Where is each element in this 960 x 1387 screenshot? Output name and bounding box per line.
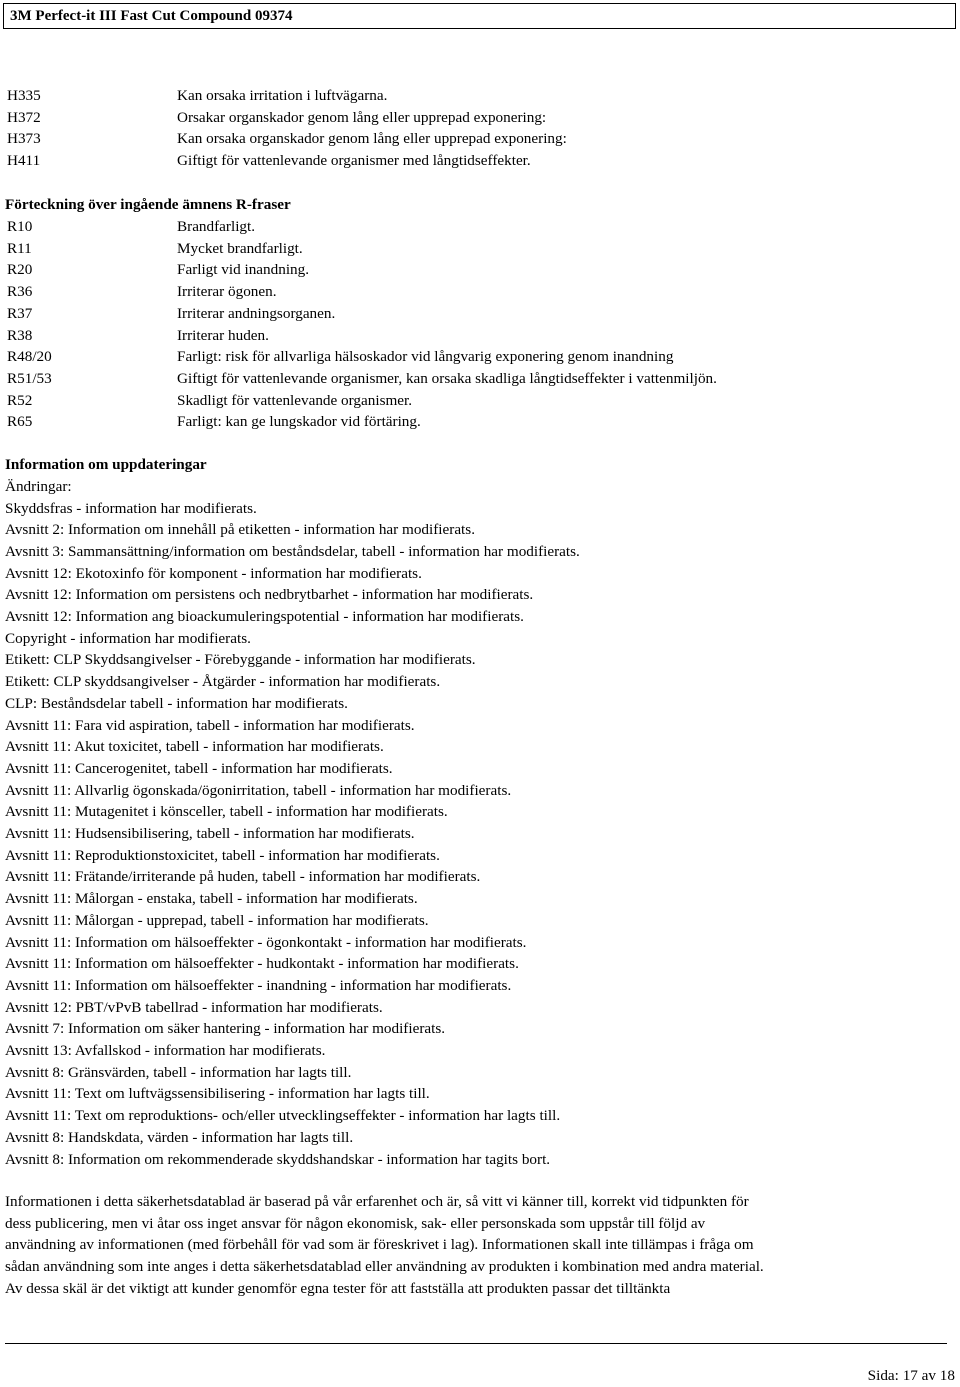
r-phrase-text: Mycket brandfarligt. [177, 239, 303, 257]
r-phrase-code: R51/53 [7, 369, 52, 387]
h-phrase-code: H373 [7, 130, 41, 148]
r-phrase-code: R10 [7, 218, 33, 235]
update-line: Avsnitt 11: Målorgan - enstaka, tabell - information har modifierats. [5, 890, 418, 908]
h-phrase-row [7, 150, 531, 172]
r-phrase-row [7, 216, 255, 238]
update-line: Avsnitt 8: Information om rekommenderade skyddshandskar - information har tagits bort. [5, 1150, 551, 1168]
update-line: Avsnitt 11: Hudsensibilisering, tabell - information har modifierats. [5, 825, 415, 842]
h-phrase-row [7, 128, 567, 150]
r-phrase-code: R52 [7, 391, 33, 409]
update-line: Avsnitt 2: Information om innehåll på etiketten - information har modifierats. [5, 521, 475, 539]
update-line: Avsnitt 11: Information om hälsoeffekter - ögonkontakt - information har modifierats. [5, 933, 527, 951]
document-title: 3M Perfect-it III Fast Cut Compound 09374 [10, 8, 293, 24]
r-phrase-row [7, 325, 269, 347]
update-line: Skyddsfras - information har modifierats. [5, 499, 257, 517]
disclaimer-line: dess publicering, men vi åtar oss inget ansvar för någon ekonomisk, sak- eller personskada som uppstår till följd av [5, 1214, 706, 1232]
disclaimer-line: användning av informationen (med förbehåll för vad som är föreskrivet i lag). Informationen skall inte tillämpas i fråga om [5, 1236, 754, 1254]
update-line: Etikett: CLP skyddsangivelser - Åtgärder - information har modifierats. [5, 673, 441, 691]
r-phrase-row [7, 303, 335, 325]
update-line: Avsnitt 12: Information ang bioackumuleringspotential - information har modifierats. [5, 608, 524, 625]
update-line: Avsnitt 11: Fara vid aspiration, tabell - information har modifierats. [5, 716, 415, 734]
r-phrase-row [7, 281, 277, 303]
h-phrase-code: H335 [7, 87, 41, 104]
r-phrase-text: Brandfarligt. [177, 218, 256, 235]
h-phrase-text: Kan orsaka organskador genom lång eller upprepad exponering: [177, 130, 567, 148]
update-line: Avsnitt 11: Cancerogenitet, tabell - information har modifierats. [5, 759, 393, 777]
h-phrase-row [7, 85, 387, 107]
r-phrase-code: R37 [7, 304, 33, 322]
r-phrase-text: Irriterar andningsorganen. [177, 304, 336, 322]
update-line: Avsnitt 13: Avfallskod - information har modifierats. [5, 1042, 326, 1059]
r-phrase-row [7, 238, 303, 260]
update-line: Avsnitt 11: Information om hälsoeffekter - hudkontakt - information har modifierats. [5, 955, 519, 973]
update-line: Avsnitt 11: Information om hälsoeffekter - inandning - information har modifierats. [5, 976, 512, 994]
update-line: Avsnitt 7: Information om säker hantering - information har modifierats. [5, 1020, 446, 1038]
update-line: Avsnitt 11: Frätande/irriterande på huden, tabell - information har modifierats. [5, 868, 481, 886]
r-phrase-text: Irriterar ögonen. [177, 283, 277, 301]
r-phrase-text: Farligt: kan ge lungskador vid förtäring. [177, 413, 421, 431]
r-phrase-code: R65 [7, 413, 33, 431]
update-line: Avsnitt 11: Allvarlig ögonskada/ögonirritation, tabell - information har modifierats. [5, 781, 512, 799]
r-phrase-code: R38 [7, 326, 33, 344]
update-line: Avsnitt 8: Gränsvärden, tabell - information har lagts till. [5, 1063, 352, 1081]
r-phrase-row [7, 259, 309, 281]
h-phrase-code: H372 [7, 108, 41, 126]
update-line: Avsnitt 12: Information om persistens och nedbrytbarhet - information har modifierats. [5, 586, 534, 604]
r-phrases-heading: Förteckning över ingående ämnens R-fraser [5, 196, 291, 213]
r-phrase-text: Farligt vid inandning. [177, 261, 310, 279]
update-line: Avsnitt 11: Mutagenitet i könsceller, tabell - information har modifierats. [5, 803, 448, 821]
document-header [3, 3, 956, 29]
updates-subheading: Ändringar: [5, 478, 72, 495]
r-phrase-row [7, 411, 421, 433]
update-line: Avsnitt 11: Reproduktionstoxicitet, tabell - information har modifierats. [5, 846, 440, 864]
h-phrase-text: Giftigt för vattenlevande organismer med långtidseffekter. [177, 152, 531, 170]
update-line: Avsnitt 11: Text om luftvägssensibilisering - information har lagts till. [5, 1085, 430, 1103]
disclaimer-line: sådan användning som inte anges i detta säkerhetsdatablad eller användning av produkten i kombination med andra material. [5, 1258, 764, 1276]
update-line: Avsnitt 12: Ekotoxinfo för komponent - information har modifierats. [5, 564, 422, 582]
r-phrase-text: Farligt: risk för allvarliga hälsoskador vid långvarig exponering genom inandning [177, 348, 674, 366]
footer-divider [5, 1343, 947, 1344]
update-line: Copyright - information har modifierats. [5, 629, 251, 647]
r-phrase-code: R48/20 [7, 348, 52, 366]
r-phrase-code: R11 [7, 239, 32, 257]
r-phrase-text: Giftigt för vattenlevande organismer, kan orsaka skadliga långtidseffekter i vattenmiljön. [177, 369, 717, 387]
updates-heading: Information om uppdateringar [5, 456, 207, 473]
update-line: Avsnitt 11: Text om reproduktions- och/eller utvecklingseffekter - information har lagts till. [5, 1107, 561, 1125]
h-phrase-row [7, 107, 546, 129]
update-line: Avsnitt 11: Målorgan - upprepad, tabell - information har modifierats. [5, 911, 429, 929]
r-phrase-row [7, 368, 717, 390]
h-phrase-text: Kan orsaka irritation i luftvägarna. [177, 87, 388, 104]
r-phrase-row [7, 346, 673, 368]
r-phrase-text: Irriterar huden. [177, 326, 269, 344]
update-line: Avsnitt 12: PBT/vPvB tabellrad - information har modifierats. [5, 998, 383, 1016]
disclaimer-paragraph [5, 1191, 955, 1300]
disclaimer-line: Av dessa skäl är det viktigt att kunder genomför egna tester för att fastställa att produkten passar det tilltänkta [5, 1279, 671, 1297]
h-phrase-text: Orsakar organskador genom lång eller upprepad exponering: [177, 108, 547, 126]
h-phrase-code: H411 [7, 152, 41, 170]
r-phrase-code: R20 [7, 261, 33, 279]
update-line: Etikett: CLP Skyddsangivelser - Förebyggande - information har modifierats. [5, 651, 476, 669]
r-phrase-text: Skadligt för vattenlevande organismer. [177, 391, 413, 409]
r-phrase-code: R36 [7, 283, 33, 301]
r-phrase-row [7, 390, 412, 412]
update-line: Avsnitt 8: Handskdata, värden - information har lagts till. [5, 1128, 354, 1146]
update-line: Avsnitt 11: Akut toxicitet, tabell - information har modifierats. [5, 738, 384, 756]
page-number: Sida: 17 av 18 [867, 1367, 955, 1384]
update-line: Avsnitt 3: Sammansättning/information om beståndsdelar, tabell - information har modifierats. [5, 542, 580, 560]
disclaimer-line: Informationen i detta säkerhetsdatablad är baserad på vår erfarenhet och är, så vitt vi känner till, korrekt vid tidpunkten för [5, 1193, 749, 1210]
update-line: CLP: Beståndsdelar tabell - information har modifierats. [5, 694, 348, 712]
